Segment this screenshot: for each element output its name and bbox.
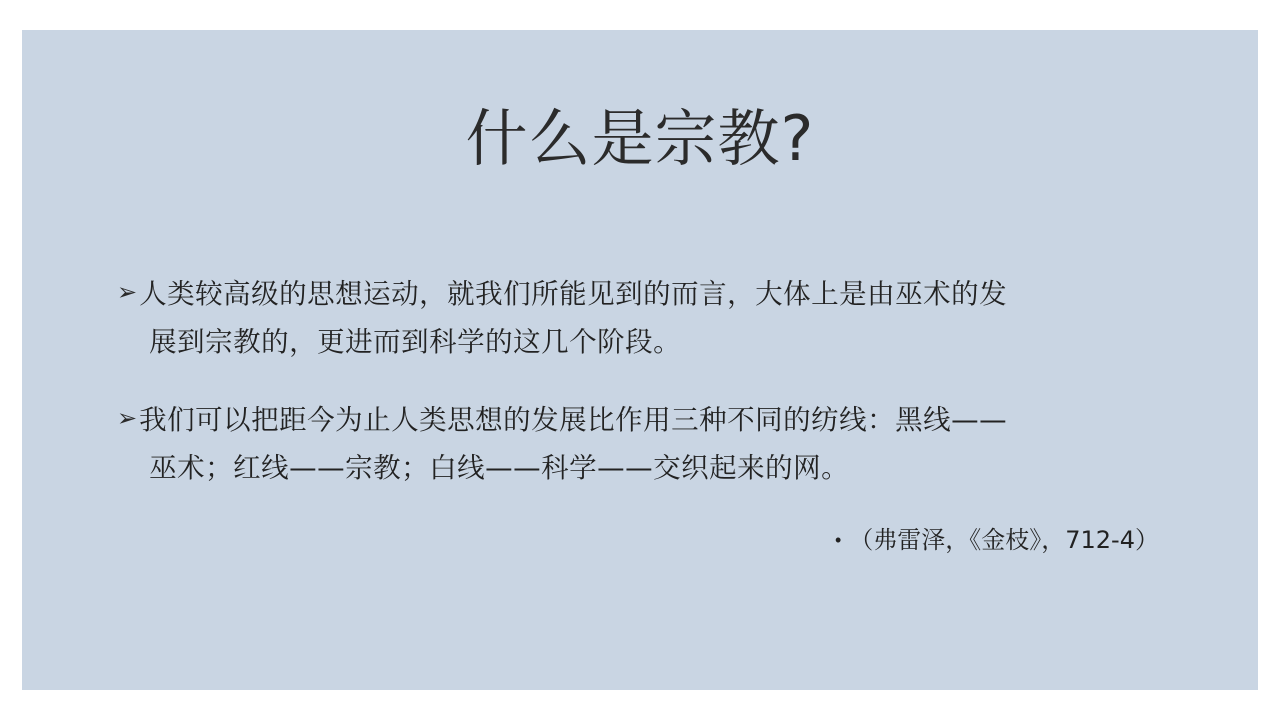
slide-body (117, 270, 1177, 558)
bullet-arrow-icon: ➢ (117, 278, 138, 306)
list-item (117, 396, 1177, 492)
slide-canvas (22, 30, 1258, 690)
bullet-1-line-1: 人类较高级的思想运动，就我们所能见到的而言，大体上是由巫术的发 (139, 278, 1008, 310)
bullet-dot-icon: • (834, 530, 842, 550)
bullet-arrow-icon: ➢ (117, 404, 138, 432)
page-title: 什么是宗教? (465, 102, 815, 175)
bullet-2-line-1: 我们可以把距今为止人类思想的发展比作用三种不同的纺线：黑线—— (139, 404, 1008, 436)
bullet-2-line-2: 巫术；红线——宗教；白线——科学——交织起来的网。 (149, 452, 850, 484)
source-text: （弗雷泽，《金枝》，712-4） (849, 526, 1159, 554)
list-item (117, 270, 1177, 366)
source-citation (117, 522, 1177, 558)
bullet-1-line-2: 展到宗教的，更进而到科学的这几个阶段。 (149, 326, 682, 358)
bullet-text-1 (139, 270, 1007, 366)
bullet-text-2 (139, 396, 1007, 492)
